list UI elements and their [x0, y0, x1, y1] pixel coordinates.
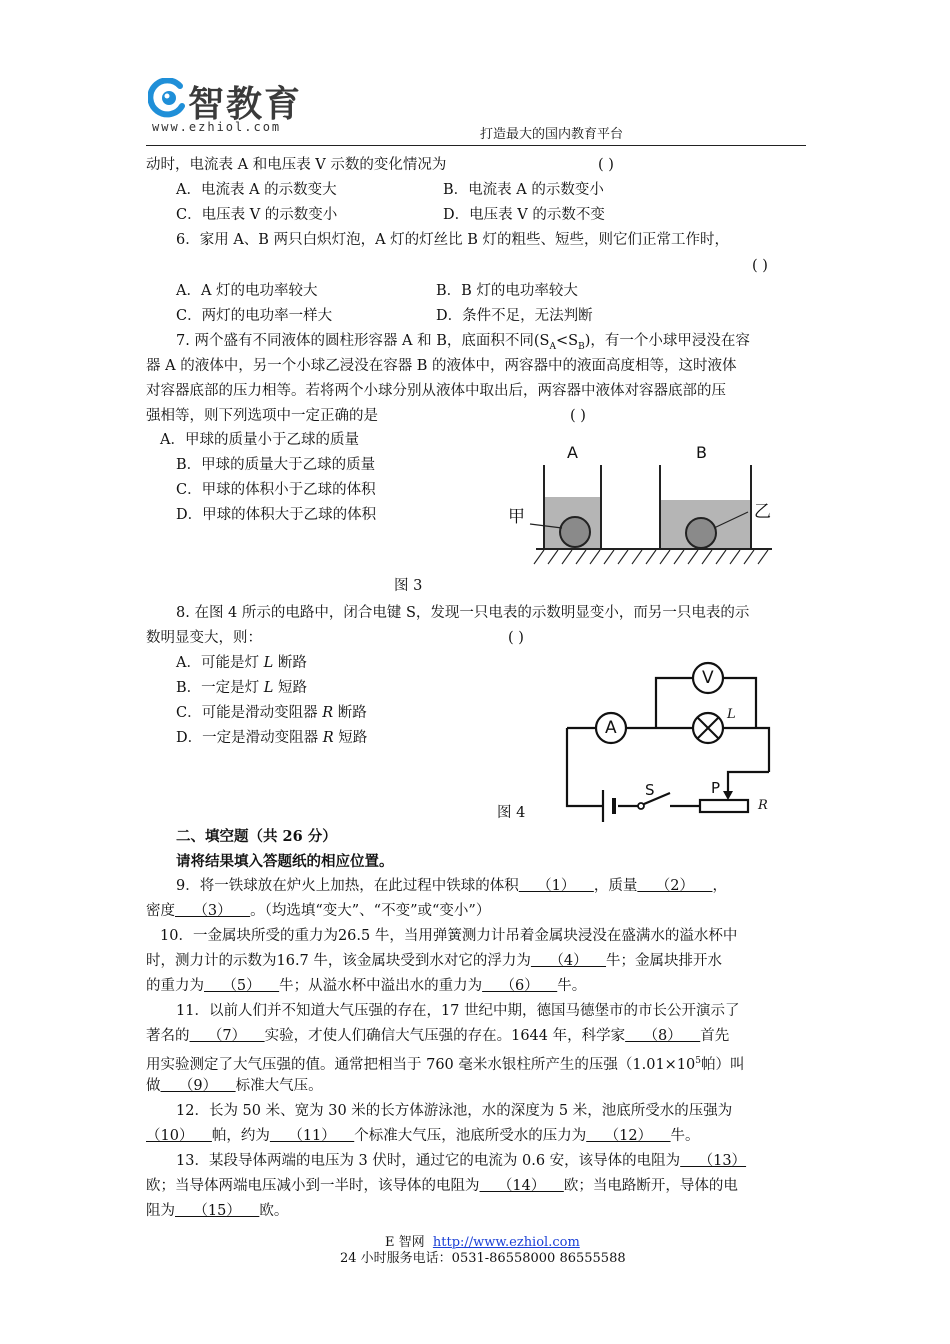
q6-option-c: C．两灯的电功率一样大 [176, 308, 333, 324]
q11-line2: 著名的 （7） 实验，才使人们确信大气压强的存在。1644 年，科学家 （8） 首先 [146, 1028, 730, 1044]
blank-7: （7） [189, 1028, 265, 1044]
blank-12: （12） [586, 1128, 671, 1144]
q10-line2: 时，测力计的示数为16.7 牛，该金属块受到水对它的浮力为 （4） 牛；金属块排开水 [146, 953, 723, 969]
blank-11: （11） [269, 1128, 355, 1144]
q5-answer-paren: ( ) [598, 157, 614, 173]
rheostat-icon [700, 800, 748, 812]
q8-option-d: D．一定是滑动变阻器 R 短路 [176, 730, 368, 746]
fig3-label-yi: 乙 [754, 502, 771, 522]
fig4-label-l: L [727, 707, 736, 722]
q7-line1: 7. 两个盛有不同液体的圆柱形容器 A 和 B，底面积不同$(S_A<S_B)$，有一个小球甲浸没在容 [176, 333, 750, 352]
q10-line1: 10．一金属块所受的重力为26.5 牛，当用弹簧测力计吊着金属块浸没在盛满水的溢水杯中 [160, 928, 738, 944]
fig4-label-v: V [702, 668, 714, 688]
q7-line2: 器 A 的液体中，另一个小球乙浸没在容器 B 的液体中，两容器中的液面高度相等，这时液体 [146, 358, 737, 374]
fig4-label-r: R [758, 798, 768, 813]
blank-13: （13） [680, 1153, 747, 1169]
fig4-label-a: A [605, 718, 617, 738]
blank-3: （3） [175, 903, 251, 919]
blank-1: （1） [518, 878, 594, 894]
logo [148, 74, 318, 134]
footer-site: E 智网 http://www.ezhiol.com [385, 1235, 580, 1250]
q13-line3: 阻为 （15） 欧。 [146, 1203, 289, 1219]
q13-line1: 13．某段导体两端的电压为 3 伏时，通过它的电流为 0.6 安，该导体的电阻为 （13） [176, 1153, 747, 1169]
q11-line1: 11．以前人们并不知道大气压强的存在，17 世纪中期，德国马德堡市的市长公开演示了 [176, 1003, 740, 1019]
q13-line2: 欧；当导体两端电压减小到一半时，该导体的电阻为 （14） 欧；当电路断开，导体的电 [146, 1178, 738, 1194]
q12-line1: 12．长为 50 米、宽为 30 米的长方体游泳池，水的深度为 5 米，池底所受水的压强为 [176, 1103, 733, 1119]
brand-name: 智教育 [188, 84, 303, 125]
q7-answer-paren: ( ) [570, 408, 586, 424]
q8-option-b: B．一定是灯 L 短路 [176, 680, 308, 696]
footer-phone: 24 小时服务电话：0531-86558000 86555588 [340, 1251, 626, 1266]
q5-option-a: A．电流表 A 的示数变大 [176, 182, 337, 198]
q9-line2: 密度 （3） 。（均选填“变大”、“不变”或“变小”） [146, 903, 491, 919]
fig3-label-jia: 甲 [508, 507, 525, 527]
q7-option-a: A．甲球的质量小于乙球的质量 [160, 432, 359, 448]
blank-2: （2） [637, 878, 713, 894]
figure-4-circuit [560, 660, 780, 830]
q7-line4: 强相等，则下列选项中一定正确的是 [146, 408, 378, 424]
blank-8: （8） [625, 1028, 701, 1044]
fig3-label-a: A [567, 443, 578, 462]
q12-line2: （10） 帕，约为 （11） 个标准大气压，池底所受水的压力为 （12） 牛。 [146, 1128, 700, 1144]
fig3-label-b: B [696, 443, 707, 462]
battery-icon [603, 790, 614, 822]
blank-4: （4） [530, 953, 607, 969]
q5-option-b: B．电流表 A 的示数变小 [443, 182, 604, 198]
q11-line3: 用实验测定了大气压强的值。通常把相当于 760 毫米水银柱所产生的压强（$1.01\times 10^5$帕）叫 [146, 1056, 745, 1073]
q8-answer-paren: ( ) [508, 630, 524, 646]
figure-3-caption: 图 3 [394, 578, 423, 594]
logo-mark-icon [148, 78, 188, 118]
q8-line2: 数明显变大，则： [146, 630, 262, 646]
footer-link[interactable]: http://www.ezhiol.com [432, 1235, 580, 1250]
q11-line4: 做 （9） 标准大气压。 [146, 1078, 323, 1094]
q5-option-c: C．电压表 V 的示数变小 [176, 207, 338, 223]
q6-stem: 6．家用 A、B 两只白炽灯泡，A 灯的灯丝比 B 灯的粗些、短些，则它们正常工作时， [176, 232, 730, 248]
q5-stem: 动时，电流表 A 和电压表 V 示数的变化情况为 [146, 157, 447, 173]
blank-14: （14） [479, 1178, 564, 1194]
q5-option-d: D．电压表 V 的示数不变 [443, 207, 605, 223]
ball-jia [560, 517, 590, 547]
section-2-instruction: 请将结果填入答题纸的相应位置。 [176, 853, 394, 870]
header-divider [146, 145, 806, 146]
blank-15: （15） [175, 1203, 260, 1219]
figure-4-caption: 图 4 [497, 805, 526, 821]
fig4-label-s: S [645, 781, 655, 799]
q10-line3: 的重力为 （5） 牛；从溢水杯中溢出水的重力为 （6） 牛。 [146, 978, 587, 994]
figure-3-containers [500, 440, 790, 580]
header-slogan: 打造最大的国内教育平台 [480, 127, 624, 142]
q8-option-a: A．可能是灯 L 断路 [176, 655, 307, 671]
q6-option-a: A．A 灯的电功率较大 [176, 283, 318, 299]
q6-answer-paren: ( ) [752, 258, 768, 274]
q7-option-c: C．甲球的体积小于乙球的体积 [176, 482, 376, 498]
q8-option-c: C．可能是滑动变阻器 R 断路 [176, 705, 367, 721]
q8-line1: 8. 在图 4 所示的电路中，闭合电键 S，发现一只电表的示数明显变小，而另一只电表的示 [176, 605, 750, 621]
q9-line1: 9．将一铁球放在炉火上加热，在此过程中铁球的体积 （1） ，质量 （2） ， [176, 878, 727, 894]
brand-url[interactable]: www.ezhiol.com [152, 120, 282, 134]
q7-line3: 对容器底部的压力相等。若将两个小球分别从液体中取出后，两容器中液体对容器底部的压 [146, 383, 726, 399]
q6-option-d: D．条件不足，无法判断 [436, 308, 593, 324]
q7-option-b: B．甲球的质量大于乙球的质量 [176, 457, 376, 473]
blank-10: （10） [146, 1128, 212, 1144]
q6-option-b: B．B 灯的电功率较大 [436, 283, 578, 299]
blank-6: （6） [482, 978, 558, 994]
ball-yi [686, 518, 716, 548]
section-2-title: 二、填空题（共 26 分） [176, 828, 337, 845]
blank-5: （5） [204, 978, 280, 994]
fig4-label-p: P [711, 779, 721, 797]
q7-option-d: D．甲球的体积大于乙球的体积 [176, 507, 377, 523]
blank-9: （9） [160, 1078, 236, 1094]
